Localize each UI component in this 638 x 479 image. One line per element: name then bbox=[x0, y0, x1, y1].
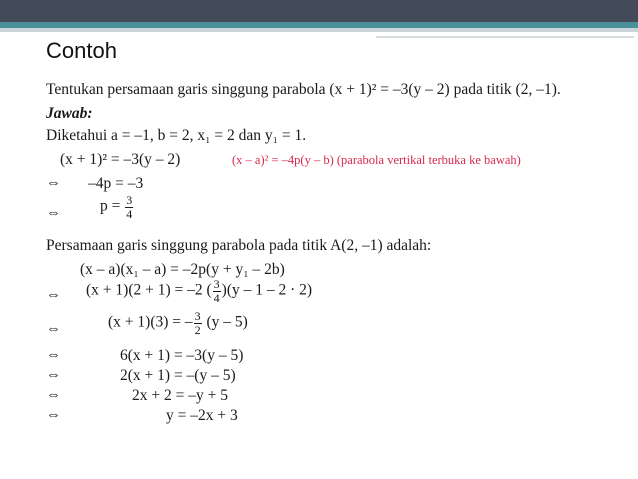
parabola-equation: (x + 1)² = –3(y – 2) bbox=[60, 151, 181, 168]
t3-fraction: $\frac{3}{2}$ bbox=[194, 309, 201, 337]
equivalence-symbol: ⇔ bbox=[46, 347, 61, 363]
slide-title: Contoh bbox=[46, 38, 117, 63]
top-banner bbox=[0, 0, 638, 22]
tangent-step-5: 2(x + 1) = –(y – 5) bbox=[120, 367, 236, 384]
p-numerator: 3 bbox=[126, 193, 133, 207]
p-denominator: 4 bbox=[126, 206, 133, 221]
p-value bbox=[100, 194, 134, 220]
tangent-step-6: 2x + 2 = –y + 5 bbox=[132, 387, 228, 404]
top-shadow-stripe bbox=[0, 28, 638, 32]
problem-text: Tentukan persamaan garis singgung parabola (x + 1)² = –3(y – 2) pada titik (2, –1). bbox=[46, 81, 561, 98]
equivalence-symbol: ⇔ bbox=[46, 175, 61, 191]
tangent-step-2: (x + 1)(2 + 1) = –2 ( $\frac{3}{4}$ )(y – 1 – 2 · 2) bbox=[86, 277, 313, 305]
step-p-equation: –4p = –3 bbox=[88, 175, 144, 192]
t2-fraction: $\frac{3}{4}$ bbox=[213, 277, 220, 305]
equivalence-symbol: ⇔ bbox=[46, 367, 61, 383]
tangent-step-3: (x + 1)(3) = – $\frac{3}{2}$ (y – 5) bbox=[108, 309, 248, 337]
p-fraction bbox=[125, 194, 133, 220]
known-values: Diketahui a = –1, b = 2, x₁ = 2 dan y₁ = 1. bbox=[46, 127, 307, 144]
answer-label: Jawab: bbox=[46, 105, 93, 122]
equivalence-symbol: ⇔ bbox=[46, 287, 61, 303]
tangent-step-4: 6(x + 1) = –3(y – 5) bbox=[120, 347, 244, 364]
title-decoration-line bbox=[376, 36, 634, 38]
equivalence-symbol: ⇔ bbox=[46, 387, 61, 403]
equivalence-symbol: ⇔ bbox=[46, 205, 61, 221]
equivalence-symbol: ⇔ bbox=[46, 407, 61, 423]
tangent-intro: Persamaan garis singgung parabola pada titik A(2, –1) adalah: bbox=[46, 237, 432, 254]
equivalence-symbol: ⇔ bbox=[46, 321, 61, 337]
p-lhs: p = bbox=[100, 197, 121, 215]
tangent-formula: (x – a)(x₁ – a) = –2p(y + y₁ – 2b) bbox=[80, 261, 285, 278]
tangent-final: y = –2x + 3 bbox=[166, 407, 238, 424]
parabola-form-note: (x – a)² = –4p(y – b) (parabola vertikal terbuka ke bawah) bbox=[232, 153, 521, 167]
